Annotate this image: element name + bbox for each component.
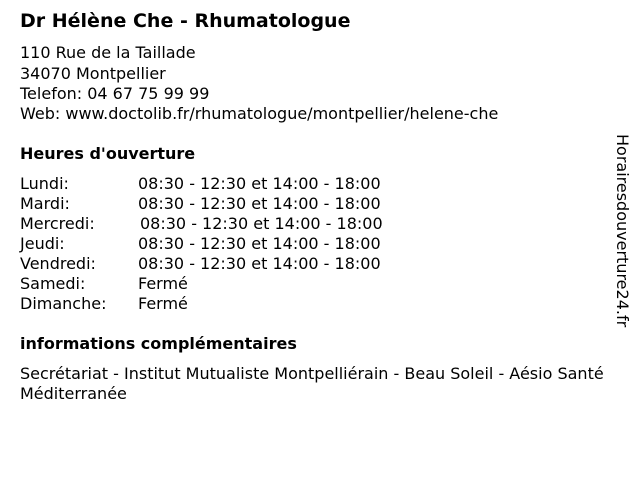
watermark-text: Horairesdouverture24.fr	[613, 134, 632, 328]
hours-day: Lundi:	[20, 174, 69, 193]
hours-day: Samedi:	[20, 274, 86, 293]
info-text: Secrétariat - Institut Mutualiste Montpelliérain - Beau Soleil - Aésio Santé Méditerranée	[20, 364, 604, 403]
hours-time: 08:30 - 12:30 et 14:00 - 18:00	[138, 234, 381, 253]
hours-time: 08:30 - 12:30 et 14:00 - 18:00	[138, 254, 381, 273]
hours-time: 08:30 - 12:30 et 14:00 - 18:00	[140, 214, 383, 233]
info-heading: informations complémentaires	[20, 334, 297, 353]
page-title: Dr Hélène Che - Rhumatologue	[20, 10, 351, 32]
address-city: 34070 Montpellier	[20, 64, 166, 83]
hours-time: 08:30 - 12:30 et 14:00 - 18:00	[138, 194, 381, 213]
hours-day: Dimanche:	[20, 294, 107, 313]
hours-day: Jeudi:	[20, 234, 65, 253]
hours-time: Fermé	[138, 274, 188, 293]
hours-day: Mardi:	[20, 194, 70, 213]
website: Web: www.doctolib.fr/rhumatologue/montpellier/helene-che	[20, 104, 499, 123]
hours-time: Fermé	[138, 294, 188, 313]
hours-heading: Heures d'ouverture	[20, 144, 196, 163]
phone-number: Telefon: 04 67 75 99 99	[20, 84, 210, 103]
hours-day: Vendredi:	[20, 254, 96, 273]
hours-time: 08:30 - 12:30 et 14:00 - 18:00	[138, 174, 381, 193]
address-street: 110 Rue de la Taillade	[20, 43, 196, 62]
hours-day: Mercredi:	[20, 214, 95, 233]
